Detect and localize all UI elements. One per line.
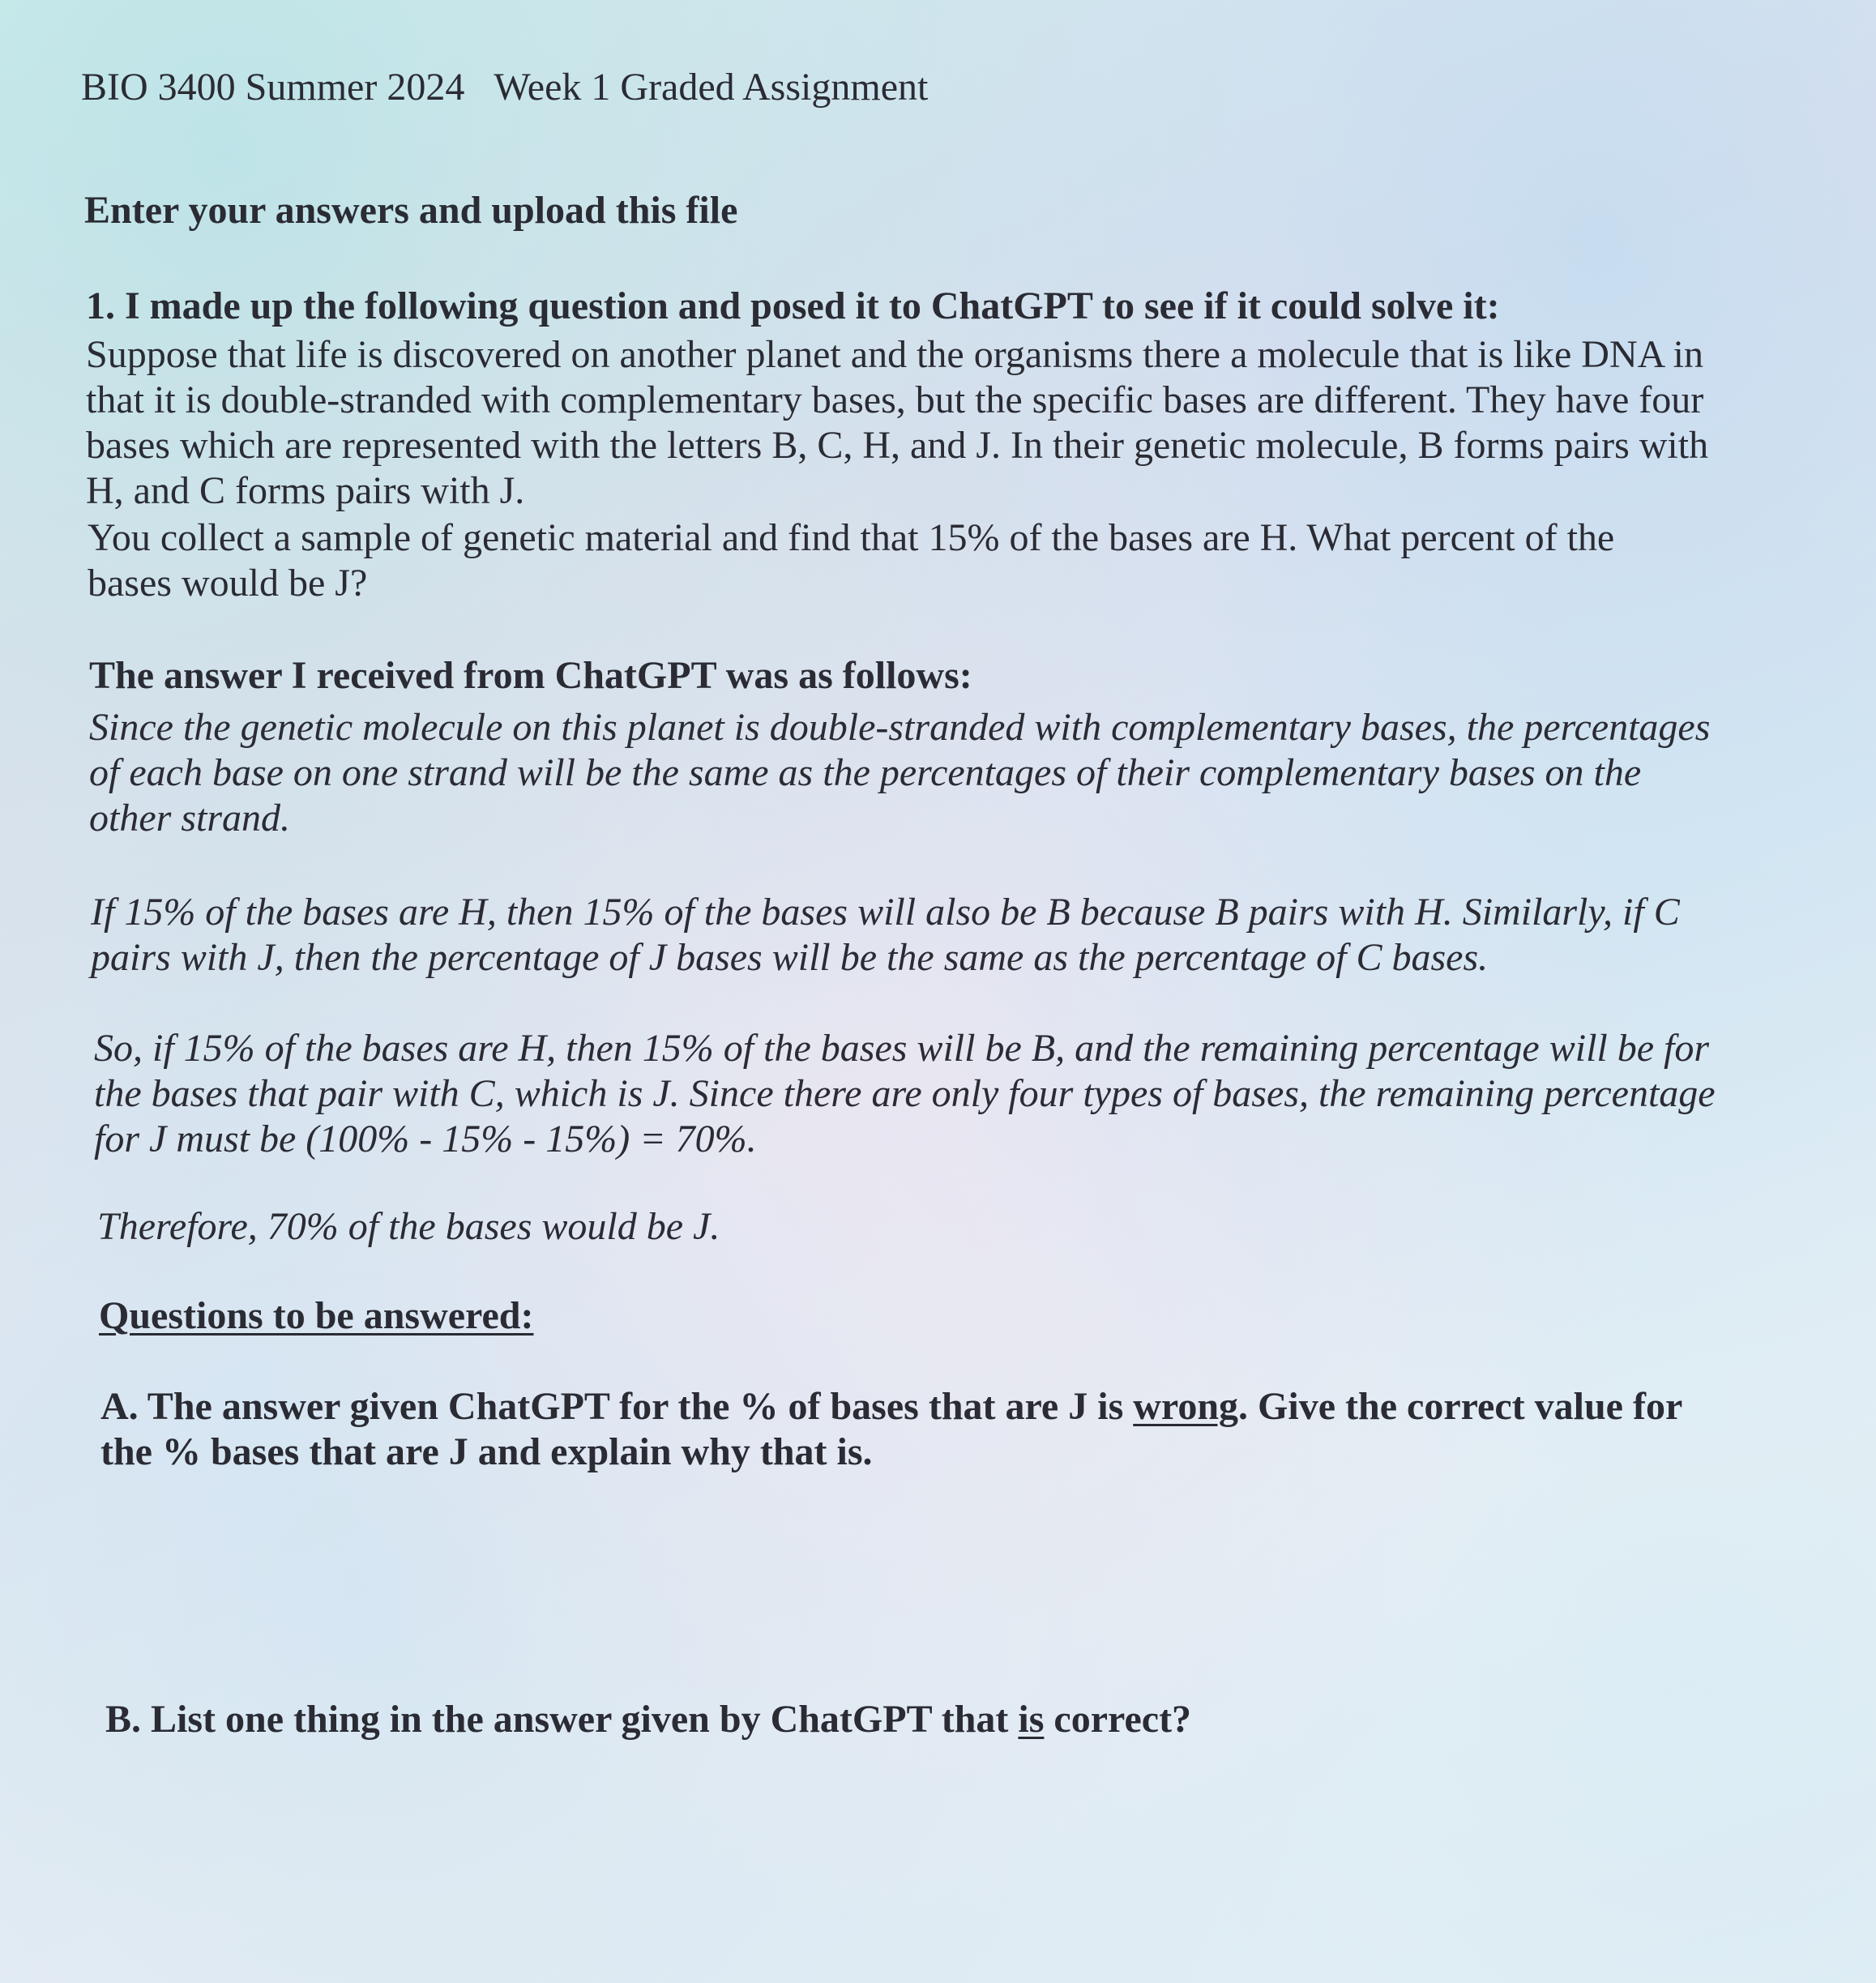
question-b-text: B. List one thing in the answer given by ChatGPT that (105, 1698, 1019, 1741)
chatgpt-answer-line: Since the genetic molecule on this planet is double-stranded with complementary bases, the percentages (89, 706, 1711, 749)
question1-lead: 1. I made up the following question and posed it to ChatGPT to see if it could solve it: (86, 284, 1500, 327)
chatgpt-answer-line: So, if 15% of the bases are H, then 15% of the bases will be B, and the remaining percentage will be for (94, 1027, 1710, 1070)
chatgpt-answer-line: other strand. (89, 797, 291, 840)
question1-line: that it is double-stranded with complementary bases, but the specific bases are different. They have four (86, 378, 1704, 421)
question1-line: bases would be J? (88, 562, 368, 605)
question-a-text: A. The answer given ChatGPT for the % of bases that are J is (100, 1385, 1134, 1428)
chatgpt-answer-line: the bases that pair with C, which is J. Since there are only four types of bases, the remaining percentage (94, 1072, 1716, 1115)
question-a-line2: the % bases that are J and explain why that is. (100, 1430, 873, 1473)
chatgpt-answer-heading: The answer I received from ChatGPT was as follows: (89, 654, 972, 697)
question-b-text: correct? (1044, 1698, 1192, 1741)
question1-line: Suppose that life is discovered on another planet and the organisms there a molecule that is like DNA in (86, 333, 1703, 376)
instructions: Enter your answers and upload this file (84, 189, 738, 232)
chatgpt-answer-line: pairs with J, then the percentage of J bases will be the same as the percentage of C bases. (91, 936, 1489, 979)
question1-line: You collect a sample of genetic material and find that 15% of the bases are H. What percent of the (88, 516, 1615, 559)
question-b (105, 1697, 1191, 1742)
question1-line: bases which are represented with the letters B, C, H, and J. In their genetic molecule, B forms pairs with (86, 424, 1709, 467)
chatgpt-answer-conclusion: Therefore, 70% of the bases would be J. (97, 1205, 720, 1248)
page-header (81, 65, 928, 110)
question-a (100, 1384, 1682, 1430)
chatgpt-answer-line: of each base on one strand will be the same as the percentages of their complementary bases on the (89, 751, 1642, 794)
chatgpt-answer-line: for J must be (100% - 15% - 15%) = 70%. (94, 1118, 757, 1160)
questions-heading: Questions to be answered: (99, 1294, 534, 1337)
course-title: BIO 3400 Summer 2024 (81, 66, 465, 109)
question1-line: H, and C forms pairs with J. (86, 469, 525, 512)
question-a-emphasis: wrong (1133, 1385, 1239, 1428)
question-b-emphasis: is (1018, 1698, 1045, 1741)
question-a-text: . Give the correct value for (1238, 1385, 1683, 1428)
chatgpt-answer-line: If 15% of the bases are H, then 15% of the bases will also be B because B pairs with H. Similarly, if C (91, 891, 1680, 934)
assignment-title: Week 1 Graded Assignment (494, 66, 929, 109)
